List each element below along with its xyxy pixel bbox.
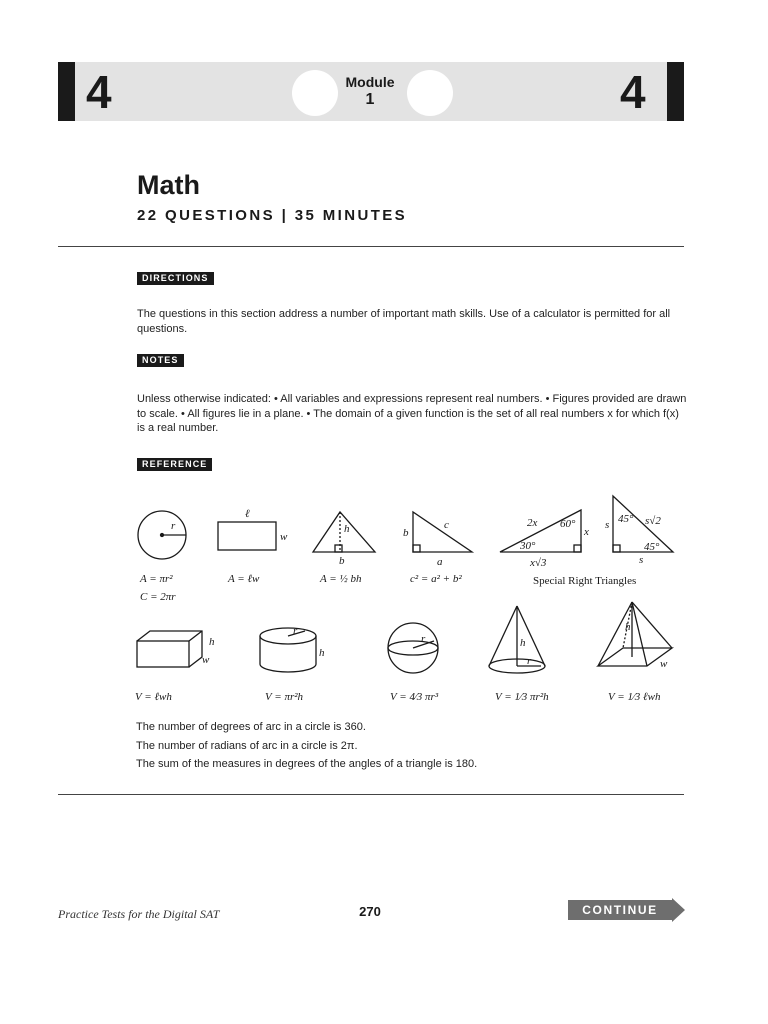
svg-text:w: w — [202, 654, 210, 666]
svg-text:b: b — [403, 527, 409, 539]
svg-text:A = πr²: A = πr² — [140, 573, 173, 585]
svg-text:a: a — [437, 556, 443, 568]
svg-text:c: c — [444, 519, 449, 531]
rectangular-box-figure — [135, 631, 215, 703]
fact-degrees: The number of degrees of arc in a circle is 360. — [136, 721, 366, 733]
svg-text:w: w — [280, 531, 288, 543]
svg-text:A = ½ bh: A = ½ bh — [320, 573, 362, 585]
svg-text:45°: 45° — [618, 513, 634, 525]
book-title: Practice Tests for the Digital SAT — [58, 907, 220, 921]
fact-triangle-sum: The sum of the measures in degrees of the angles of a triangle is 180. — [136, 758, 478, 770]
svg-text:V = πr²h: V = πr²h — [265, 691, 304, 703]
header-circle-right — [407, 70, 453, 116]
svg-text:s: s — [605, 519, 610, 531]
cylinder-figure — [260, 625, 325, 703]
circle-figure — [138, 511, 186, 603]
svg-text:s: s — [639, 554, 644, 566]
page-subtitle: 22 QUESTIONS | 35 MINUTES — [137, 207, 408, 224]
notes-text: Unless otherwise indicated: • All variables and expressions represent real numbers. • Figures provided are drawn to scale. • All figures lie in a plane. • The domain of a given function is the set of all real numbers x for which f(x) is a real number. — [137, 393, 687, 434]
svg-text:w: w — [660, 658, 668, 670]
svg-text:A = ℓw: A = ℓw — [228, 573, 260, 585]
svg-text:h: h — [319, 647, 325, 659]
svg-text:x√3: x√3 — [530, 557, 547, 569]
triangle-45-45-90-figure — [605, 496, 673, 566]
svg-text:V = ℓwh: V = ℓwh — [135, 691, 172, 703]
module-label: Module — [345, 74, 395, 90]
module-number: 1 — [365, 91, 375, 108]
svg-text:s√2: s√2 — [645, 515, 661, 527]
svg-text:V = 1⁄3 πr²h: V = 1⁄3 πr²h — [495, 691, 549, 703]
reference-tag: REFERENCE — [137, 458, 212, 471]
right-triangle-figure — [403, 512, 472, 585]
continue-button[interactable]: CONTINUE — [582, 903, 658, 917]
divider-bottom — [58, 794, 684, 795]
svg-text:30°: 30° — [520, 540, 536, 552]
svg-text:h: h — [520, 637, 526, 649]
svg-text:b: b — [339, 555, 345, 567]
svg-text:r: r — [421, 633, 426, 645]
pyramid-figure — [598, 602, 672, 703]
header-bar-left — [58, 62, 75, 121]
svg-text:r: r — [527, 655, 532, 667]
svg-text:h: h — [209, 636, 215, 648]
header-bar-right — [667, 62, 684, 121]
svg-text:V = 4⁄3 πr³: V = 4⁄3 πr³ — [390, 691, 439, 703]
divider-top — [58, 246, 684, 247]
svg-text:h: h — [344, 523, 350, 535]
triangle-figure — [313, 512, 375, 585]
reference-figures — [120, 490, 700, 715]
special-right-triangles-label: Special Right Triangles — [533, 575, 637, 587]
page-number: 270 — [359, 904, 381, 919]
svg-text:c² = a² + b²: c² = a² + b² — [410, 573, 462, 585]
svg-text:r: r — [293, 625, 298, 637]
svg-text:r: r — [171, 520, 176, 532]
svg-text:x: x — [584, 526, 589, 538]
svg-text:C = 2πr: C = 2πr — [140, 591, 176, 603]
svg-text:60°: 60° — [560, 518, 576, 530]
page-title: Math — [137, 170, 200, 200]
rectangle-figure — [218, 508, 288, 585]
svg-text:45°: 45° — [644, 541, 660, 553]
notes-tag: NOTES — [137, 354, 184, 367]
section-number-right: 4 — [620, 66, 646, 118]
triangle-30-60-90-figure — [500, 510, 589, 569]
fact-radians: The number of radians of arc in a circle is 2π. — [136, 740, 358, 752]
section-number-left: 4 — [86, 66, 112, 118]
cone-figure — [489, 606, 549, 703]
svg-text:h: h — [625, 621, 631, 633]
directions-tag: DIRECTIONS — [137, 272, 214, 285]
sphere-figure — [388, 623, 439, 703]
svg-text:2x: 2x — [527, 517, 538, 529]
svg-text:ℓ: ℓ — [245, 508, 250, 520]
svg-text:V = 1⁄3 ℓwh: V = 1⁄3 ℓwh — [608, 691, 661, 703]
directions-text: The questions in this section address a number of important math skills. Use of a calculator is permitted for all questions. — [137, 308, 671, 335]
